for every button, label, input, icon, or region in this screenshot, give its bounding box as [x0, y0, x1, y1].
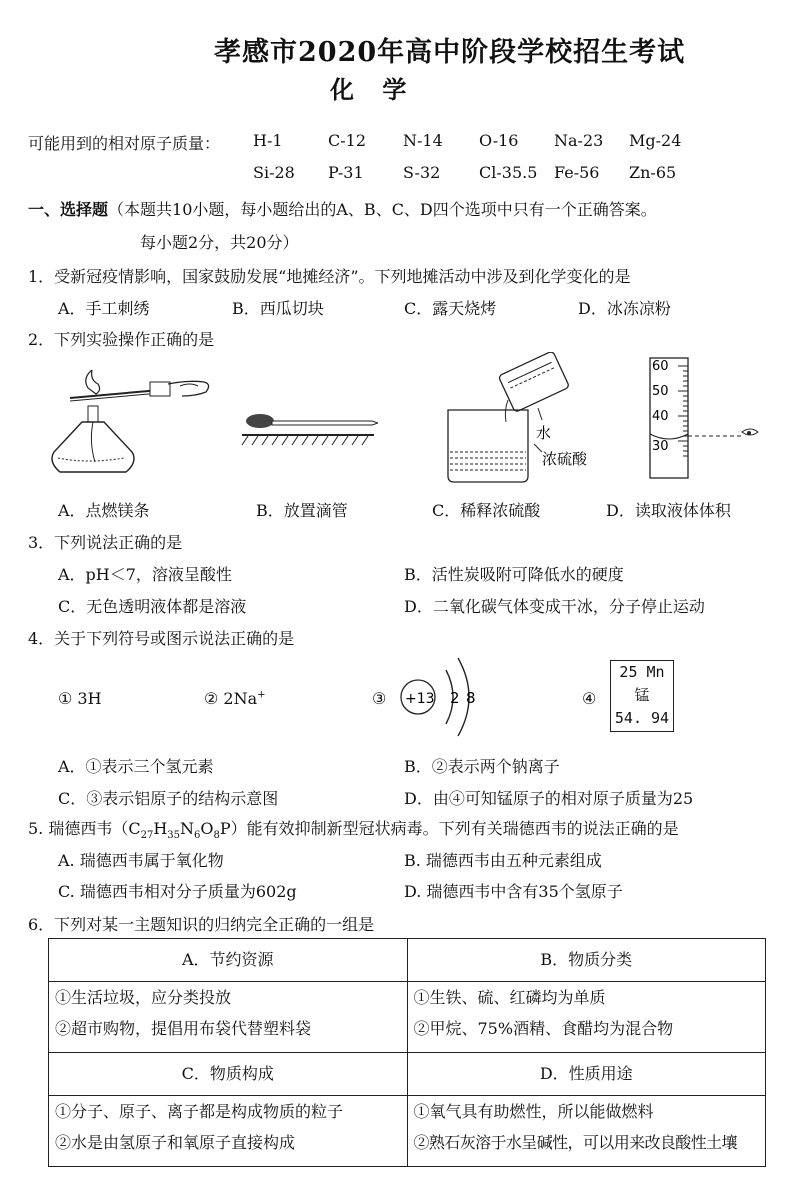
q6-d-line-1: ①氧气具有助燃性，所以能做燃料 [413, 1102, 654, 1121]
q6-c-line-2: ②水是由氢原子和氧原子直接构成 [55, 1133, 296, 1152]
section-desc: （本题共10小题，每小题给出的A、B、C、D四个选项中只有一个正确答案。 [108, 200, 657, 219]
symbol-2na-text: ② 2Na [204, 689, 258, 708]
q5-stem-end: P）能有效抑制新型冠状病毒。下列有关瑞德西韦的说法正确的是 [219, 819, 679, 838]
atomic-mass-item: Mg-24 [629, 131, 682, 150]
q3-option-a: A．pH＜7，溶液呈酸性 [58, 565, 232, 584]
q2-option-b: B．放置滴管 [256, 501, 348, 520]
atomic-mass-item: Si-28 [253, 163, 295, 182]
q6-table [48, 938, 766, 1167]
q2-option-c: C．稀释浓硫酸 [432, 501, 541, 520]
q1-option-b: B．西瓜切块 [232, 299, 324, 318]
q5-sub-o: 8 [213, 830, 220, 842]
q5-option-d: D. 瑞德西韦中含有35个氢原子 [404, 882, 623, 901]
q1-option-d: D．冰冻凉粉 [578, 299, 671, 318]
q6-cell-d [407, 1096, 766, 1167]
q5-h: H [153, 819, 168, 838]
q3-option-b: B．活性炭吸附可降低水的硬度 [404, 565, 624, 584]
element-card-mass: 54. 94 [614, 709, 670, 727]
q6-cell-c-head: C．物质构成 [49, 1053, 408, 1096]
q5-stem-start: 5. 瑞德西韦（C [28, 819, 141, 838]
q6-cell-c [49, 1096, 408, 1167]
q6-a-line-1: ①生活垃圾，应分类投放 [55, 988, 232, 1007]
question-1-stem: 1．受新冠疫情影响，国家鼓励发展“地摊经济”。下列地摊活动中涉及到化学变化的是 [28, 267, 631, 286]
section-heading-line [28, 197, 657, 220]
q6-cell-a [49, 982, 408, 1053]
graduated-cylinder-figure [646, 354, 766, 484]
dropper-figure [238, 405, 378, 455]
cylinder-tick-40: 40 [652, 409, 669, 424]
q6-a-line-2: ②超市购物，提倡用布袋代替塑料袋 [55, 1019, 312, 1038]
q5-o: O [200, 819, 214, 838]
q1-option-a: A．手工刺绣 [58, 299, 150, 318]
q5-option-a: A. 瑞德西韦属于氧化物 [58, 851, 224, 870]
page-title: 孝感市2020年高中阶段学校招生考试 [214, 37, 686, 68]
q4-option-c: C．③表示铝原子的结构示意图 [58, 789, 279, 808]
q4-option-d: D．由④可知锰原子的相对原子质量为25 [404, 789, 694, 808]
q6-c-line-1: ①分子、原子、离子都是构成物质的粒子 [55, 1102, 344, 1121]
q2-option-d: D．读取液体体积 [606, 501, 731, 520]
atomic-mass-item: Zn-65 [629, 163, 677, 182]
atomic-mass-item: O-16 [479, 131, 519, 150]
atomic-mass-item: S-32 [403, 163, 441, 182]
symbol-3-number: ③ [372, 689, 387, 708]
q6-cell-a-head: A．节约资源 [49, 939, 408, 982]
q4-option-b: B．②表示两个钠离子 [404, 757, 560, 776]
q4-option-a: A．①表示三个氢元素 [58, 757, 214, 776]
q5-sub-c: 27 [140, 830, 154, 842]
q6-d-line-2: ②熟石灰溶于水呈碱性，可以用来改良酸性土壤 [413, 1133, 737, 1152]
atomic-mass-item: H-1 [253, 131, 283, 150]
q3-option-d: D．二氧化碳气体变成干冰，分子停止运动 [404, 597, 705, 616]
element-card-name: 锰 [634, 686, 650, 704]
q5-option-b: B. 瑞德西韦由五种元素组成 [404, 851, 602, 870]
acid-label: 浓硫酸 [542, 450, 588, 468]
atom-structure-diagram [394, 652, 504, 752]
symbol-2na-charge: + [257, 689, 266, 701]
q6-cell-b-head: B．物质分类 [407, 939, 766, 982]
atomic-mass-item: Fe-56 [554, 163, 600, 182]
q5-sub-n: 6 [194, 830, 201, 842]
cylinder-tick-30: 30 [652, 439, 669, 454]
atomic-mass-item: Na-23 [554, 131, 604, 150]
shell-2-electrons: 8 [466, 689, 476, 707]
section-desc-2: 每小题2分，共20分） [140, 233, 299, 252]
symbol-4-number: ④ [582, 689, 597, 708]
atomic-mass-item: N-14 [403, 131, 443, 150]
q6-cell-b [407, 982, 766, 1053]
element-card-number-symbol: 25 Mn [619, 663, 665, 681]
q5-sub-h: 35 [167, 830, 181, 842]
question-3-stem: 3．下列说法正确的是 [28, 533, 183, 552]
question-4-stem: 4．关于下列符号或图示说法正确的是 [28, 629, 295, 648]
q6-b-line-1: ①生铁、硫、红磷均为单质 [413, 988, 606, 1007]
q1-option-c: C．露天烧烤 [404, 299, 497, 318]
subject-title: 化 学 [330, 75, 417, 104]
symbol-3h: ① 3H [58, 689, 102, 708]
atomic-mass-label: 可能用到的相对原子质量： [28, 134, 221, 153]
shell-1-electrons: 2 [450, 689, 460, 707]
question-6-stem: 6．下列对某一主题知识的归纳完全正确的一组是 [28, 915, 375, 934]
q2-option-a: A．点燃镁条 [58, 501, 150, 520]
nucleus-charge: +13 [405, 691, 435, 707]
q5-option-c: C. 瑞德西韦相对分子质量为602g [58, 882, 297, 901]
q6-b-line-2: ②甲烷、75%酒精、食醋均为混合物 [413, 1019, 674, 1038]
q5-n: N [180, 819, 195, 838]
alcohol-lamp-figure [50, 370, 220, 490]
question-5-stem [28, 816, 679, 841]
atomic-mass-item: P-31 [328, 163, 364, 182]
question-2-stem: 2．下列实验操作正确的是 [28, 330, 215, 349]
cylinder-tick-60: 60 [652, 359, 669, 374]
element-card-mn [610, 660, 674, 732]
q6-cell-d-head: D．性质用途 [407, 1053, 766, 1096]
cylinder-tick-50: 50 [652, 384, 669, 399]
section-heading: 一、选择题 [28, 200, 109, 219]
atomic-mass-item: Cl-35.5 [479, 163, 538, 182]
q3-option-c: C．无色透明液体都是溶液 [58, 597, 247, 616]
symbol-2na [204, 689, 266, 708]
atomic-mass-item: C-12 [328, 131, 367, 150]
dilution-figure [438, 352, 588, 487]
water-label: 水 [536, 424, 552, 442]
